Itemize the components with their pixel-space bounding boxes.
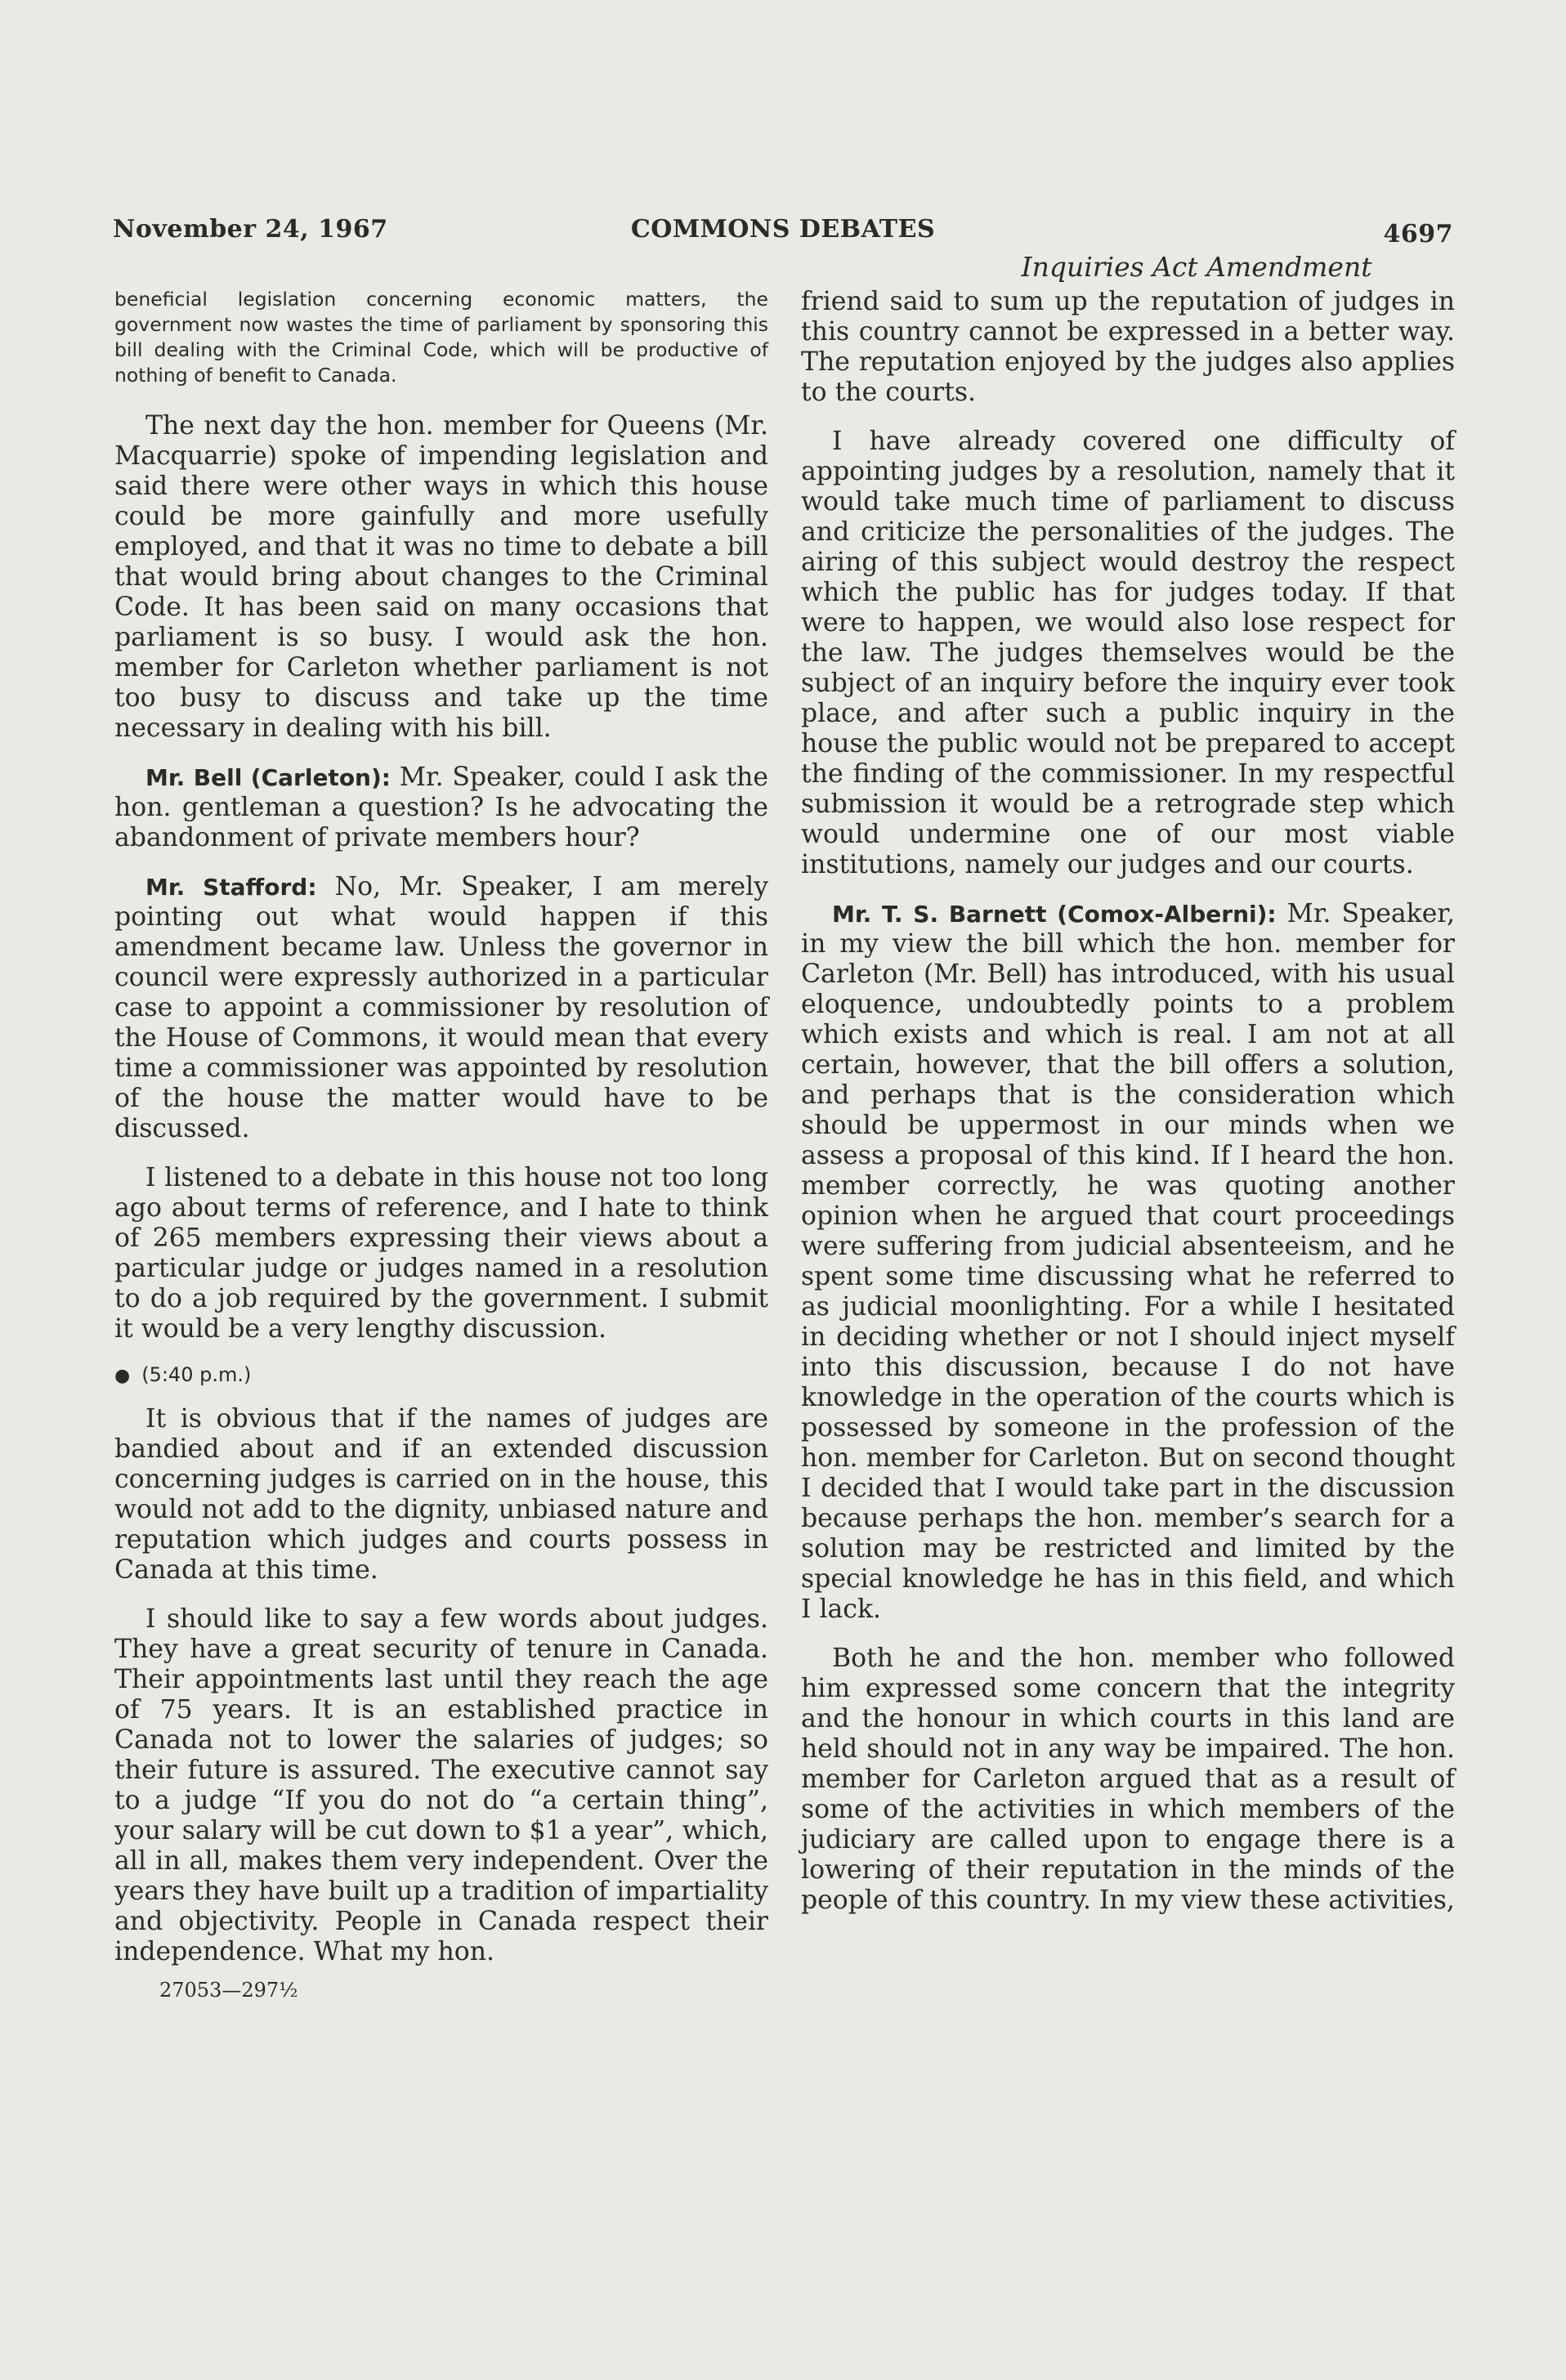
speech-barnett: [801, 899, 1455, 1625]
bullet-icon: ●: [114, 1366, 131, 1386]
timestamp-text: (5:40 p.m.): [141, 1363, 252, 1386]
paragraph: Both he and the hon. member who followed him expressed some concern that the integrity and the honour in which courts in this land are held should not in any way be impaired. The hon. member for Carleton argued that as a result of some of the activities in which members of the judiciary are called upon to engage there is a lowering of their reputation in the minds of the people of this country. In my view these activities,: [801, 1644, 1455, 1915]
paragraph: It is obvious that if the names of judges are bandied about and if an extended discussion concerning judges is carried on in the house, this would not add to the dignity, unbiased nature and reputation which judges and courts possess in Canada at this time.: [114, 1404, 768, 1585]
speaker-name: Mr. Stafford:: [145, 874, 317, 901]
header-title: COMMONS DEBATES: [630, 215, 936, 244]
speech-text: Mr. Speaker, could I ask the hon. gentleman a question? Is he advocating the abandonment of private members hour?: [114, 763, 768, 852]
speech-bell: [114, 763, 768, 853]
quoted-passage: beneficial legislation concerning economic matters, the government now wastes the time of parliament by sponsoring this bill dealing with the Criminal Code, which will be productive of nothing of benefit to Canada.: [114, 288, 768, 387]
paragraph: The next day the hon. member for Queens (Mr. Macquarrie) spoke of impending legislation and said there were other ways in which this house could be more gainfully and more usefully employed, and that it was no time to debate a bill that would bring about changes to the Criminal Code. It has been said on many occasions that parliament is so busy. I would ask the hon. member for Carleton whether parliament is not too busy to discuss and take up the time necessary in dealing with his bill.: [114, 411, 768, 743]
left-column: [114, 287, 768, 2002]
timestamp: [114, 1363, 768, 1386]
print-code: 27053—297½: [159, 1979, 298, 2002]
speaker-name: Mr. T. S. Barnett (Comox-Alberni):: [832, 901, 1277, 928]
speech-stafford: [114, 872, 768, 1144]
speaker-name: Mr. Bell (Carleton):: [145, 764, 391, 791]
paragraph: I have already covered one difficulty of appointing judges by a resolution, namely that it would take much time of parliament to discuss and criticize the personalities of the judges. The airing of this subject would destroy the respect which the public has for judges today. If that were to happen, we would also lose respect for the law. The judges themselves would be the subject of an inquiry before the inquiry ever took place, and after such a public inquiry in the house the public would not be prepared to accept the finding of the commissioner. In my respectful submission it would be a retrograde step which would undermine one of our most viable institutions, namely our judges and our courts.: [801, 427, 1455, 879]
paragraph: friend said to sum up the reputation of judges in this country cannot be expressed in a better way. The reputation enjoyed by the judges also applies to the courts.: [801, 287, 1455, 407]
page: [113, 208, 1455, 2002]
header-date: November 24, 1967: [113, 215, 388, 244]
right-column: [801, 287, 1455, 1935]
page-number: 4697: [1383, 220, 1453, 248]
speech-text: Mr. Speaker, in my view the bill which the hon. member for Carleton (Mr. Bell) has introduced, with his usual eloquence, undoubtedly points to a problem which exists and which is real. I am not at all certain, however, that the bill offers a solution, and perhaps that is the consideration which should be uppermost in our minds when we assess a proposal of this kind. If I heard the hon. member correctly, he was quoting another opinion when he argued that court proceedings were suffering from judicial absenteeism, and he spent some time discussing what he referred to as judicial moonlighting. For a while I hesitated in deciding whether or not I should inject myself into this discussion, because I do not have knowledge in the operation of the courts which is possessed by someone in the profession of the hon. member for Carleton. But on second thought I decided that I would take part in the discussion because perhaps the hon. member’s search for a solution may be restricted and limited by the special knowledge he has in this field, and which I lack.: [801, 899, 1455, 1624]
paragraph: I listened to a debate in this house not too long ago about terms of reference, and I hate to think of 265 members expressing their views about a particular judge or judges named in a resolution to do a job required by the government. I submit it would be a very lengthy discussion.: [114, 1163, 768, 1344]
section-title: Inquiries Act Amendment: [1021, 251, 1372, 283]
speech-text: No, Mr. Speaker, I am merely pointing out what would happen if this amendment became law. Unless the governor in council were expressly authorized in a particular case to appoint a commissioner by resolution of the House of Commons, it would mean that every time a commissioner was appointed by resolution of the house the matter would have to be discussed.: [114, 872, 768, 1143]
page-header: [113, 208, 1453, 254]
paragraph: I should like to say a few words about judges. They have a great security of tenure in Canada. Their appointments last until they reach the age of 75 years. It is an established practice in Canada not to lower the salaries of judges; so their future is assured. The executive cannot say to a judge “If you do not do “a certain thing”, your salary will be cut down to $1 a year”, which, all in all, makes them very independent. Over the years they have built up a tradition of impartiality and objectivity. People in Canada respect their independence. What my hon.: [114, 1604, 768, 1966]
